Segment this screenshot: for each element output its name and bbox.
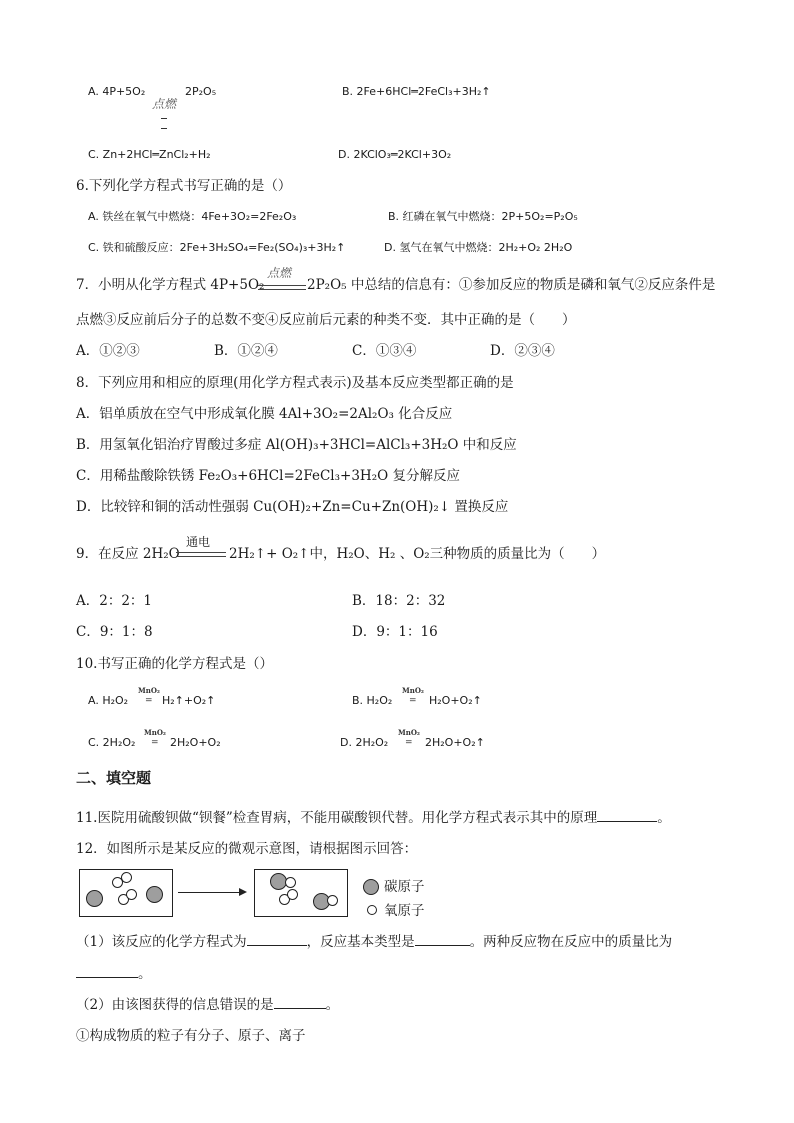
q12-reaction-type-blank[interactable] [415,933,470,946]
q5-option-a-products: 2P₂O₅ [185,85,217,98]
q10-option-c-reactant: C. 2H₂O₂ [88,736,136,749]
q6-option-c: C. 铁和硫酸反应：2Fe+3H₂SO₄=Fe₂(SO₄)₃+3H₂↑ [88,241,346,254]
q5-option-a-reactants: A. 4P+5O₂ [88,85,146,98]
q5-option-a-equals-bar [161,118,167,119]
oxygen-atom [287,889,298,900]
q12-equation-blank[interactable] [247,933,307,946]
q12-part1-c: 。两种反应物在反应中的质量比为 [469,934,673,950]
q12-stem: 12．如图所示是某反应的微观示意图，请根据图示回答： [76,841,418,857]
q10-option-d-reactant: D. 2H₂O₂ [340,736,389,749]
q5-option-c: C. Zn+2HCl═ZnCl₂+H₂ [88,148,211,161]
q5-option-a-condition: 点燃 [152,97,177,111]
oxygen-atom [126,889,137,900]
q6-stem: 6.下列化学方程式书写正确的是（） [76,178,292,194]
q7-option-a: A．①②③ [76,343,140,359]
oxygen-atom [121,872,132,883]
q12-part1-a: （1）该反应的化学方程式为 [76,934,247,950]
q7-reaction-arrow-bar [258,285,306,290]
q5-option-a-equals-bar [161,128,167,129]
q9-option-d: D．9：1：16 [352,624,438,640]
q12-part1-line2 [76,965,152,983]
q8-stem: 8．下列应用和相应的原理(用化学方程式表示)及基本反应类型都正确的是 [76,375,514,391]
q10-stem: 10.书写正确的化学方程式是（） [76,656,273,672]
q10-option-c-equals: = [151,738,159,748]
product-box [254,869,348,917]
q6-option-d: D. 氢气在氧气中燃烧：2H₂+O₂ 2H₂O [384,241,573,254]
q10-option-b-reactant: B. H₂O₂ [352,694,393,707]
q10-option-c-catalyst: MnO₂ [144,728,167,737]
q10-option-b-equals: = [409,696,417,706]
q11-line [76,809,671,827]
reaction-arrow-line [178,892,240,893]
q10-option-b-products: H₂O+O₂↑ [429,694,482,707]
q10-option-c-products: 2H₂O+O₂ [170,736,221,749]
legend-oxygen-label: 氧原子 [384,903,425,919]
q12-mass-ratio-blank[interactable] [76,965,138,978]
q10-option-a-equals: = [145,696,153,706]
q8-option-b: B．用氢氧化铝治疗胃酸过多症 Al(OH)₃+3HCl=AlCl₃+3H₂O 中和反应 [76,437,517,453]
q11-answer-blank[interactable] [597,809,657,822]
q12-part2-blank[interactable] [274,996,326,1009]
q12-part1-end: 。 [138,966,152,982]
carbon-atom [146,886,163,903]
legend-carbon-label: 碳原子 [384,879,425,895]
oxygen-atom [285,877,296,888]
q9-stem-part1: 9．在反应 2H₂O [76,546,180,562]
q11-end: 。 [657,810,671,826]
q10-option-a-reactant: A. H₂O₂ [88,694,129,707]
legend-carbon-atom [363,879,379,895]
q8-option-a: A．铝单质放在空气中形成氧化膜 4Al+3O₂=2Al₂O₃ 化合反应 [76,406,453,422]
q10-option-d-catalyst: MnO₂ [398,728,421,737]
q9-option-b: B．18：2：32 [352,593,446,609]
q8-option-d: D．比较锌和铜的活动性强弱 Cu(OH)₂+Zn=Cu+Zn(OH)₂↓ 置换反应 [76,499,509,515]
q7-stem-part1: 7．小明从化学方程式 4P+5O₂ [76,277,265,293]
q12-part2-end: 。 [325,997,340,1013]
q9-option-c: C．9：1：8 [76,624,153,640]
q9-stem-part2: 2H₂↑+ O₂↑中，H₂O、H₂ 、O₂三种物质的质量比为（ ） [229,546,606,562]
q7-condition: 点燃 [267,266,292,280]
q7-option-d: D．②③④ [490,343,555,359]
q10-option-d-products: 2H₂O+O₂↑ [425,736,485,749]
q9-condition: 通电 [186,535,211,549]
q6-option-b: B. 红磷在氧气中燃烧：2P+5O₂=P₂O₅ [388,210,578,223]
q7-option-b: B．①②④ [214,343,278,359]
q6-option-a: A. 铁丝在氧气中燃烧：4Fe+3O₂=2Fe₂O₃ [88,210,297,223]
q12-part2-a: （2）由该图获得的信息错误的是 [76,997,274,1013]
q10-option-b-catalyst: MnO₂ [402,686,425,695]
q12-part2-line [76,996,339,1014]
q10-option-a-products: H₂↑+O₂↑ [162,694,216,707]
q12-part1-line [76,933,672,951]
carbon-atom [86,890,103,907]
oxygen-atom [327,895,338,906]
q10-option-a-catalyst: MnO₂ [138,686,161,695]
q10-option-d-equals: = [405,738,413,748]
q9-reaction-arrow-bar [176,552,226,557]
q5-option-d: D. 2KClO₃═2KCl+3O₂ [338,148,452,161]
q7-stem-part2: 2P₂O₅ 中总结的信息有：①参加反应的物质是磷和氧气②反应条件是 [307,277,716,293]
q11-text: 11.医院用硫酸钡做“钡餐”检查胃病，不能用碳酸钡代替。用化学方程式表示其中的原理 [76,810,598,826]
reaction-arrow-head [239,888,247,896]
section-heading: 二、填空题 [76,769,152,787]
q7-option-c: C．①③④ [352,343,417,359]
q8-option-c: C．用稀盐酸除铁锈 Fe₂O₃+6HCl=2FeCl₃+3H₂O 复分解反应 [76,468,460,484]
q7-stem-part3: 点燃③反应前后分子的总数不变④反应前后元素的种类不变．其中正确的是（ ） [76,312,576,328]
q12-statement-1: ①构成物质的粒子有分子、原子、离子 [76,1028,306,1044]
q5-option-b: B. 2Fe+6HCl═2FeCl₃+3H₂↑ [342,85,491,98]
q9-option-a: A．2：2：1 [76,593,153,609]
q12-part1-b: ，反应基本类型是 [306,934,415,950]
legend-oxygen-atom [367,905,377,915]
